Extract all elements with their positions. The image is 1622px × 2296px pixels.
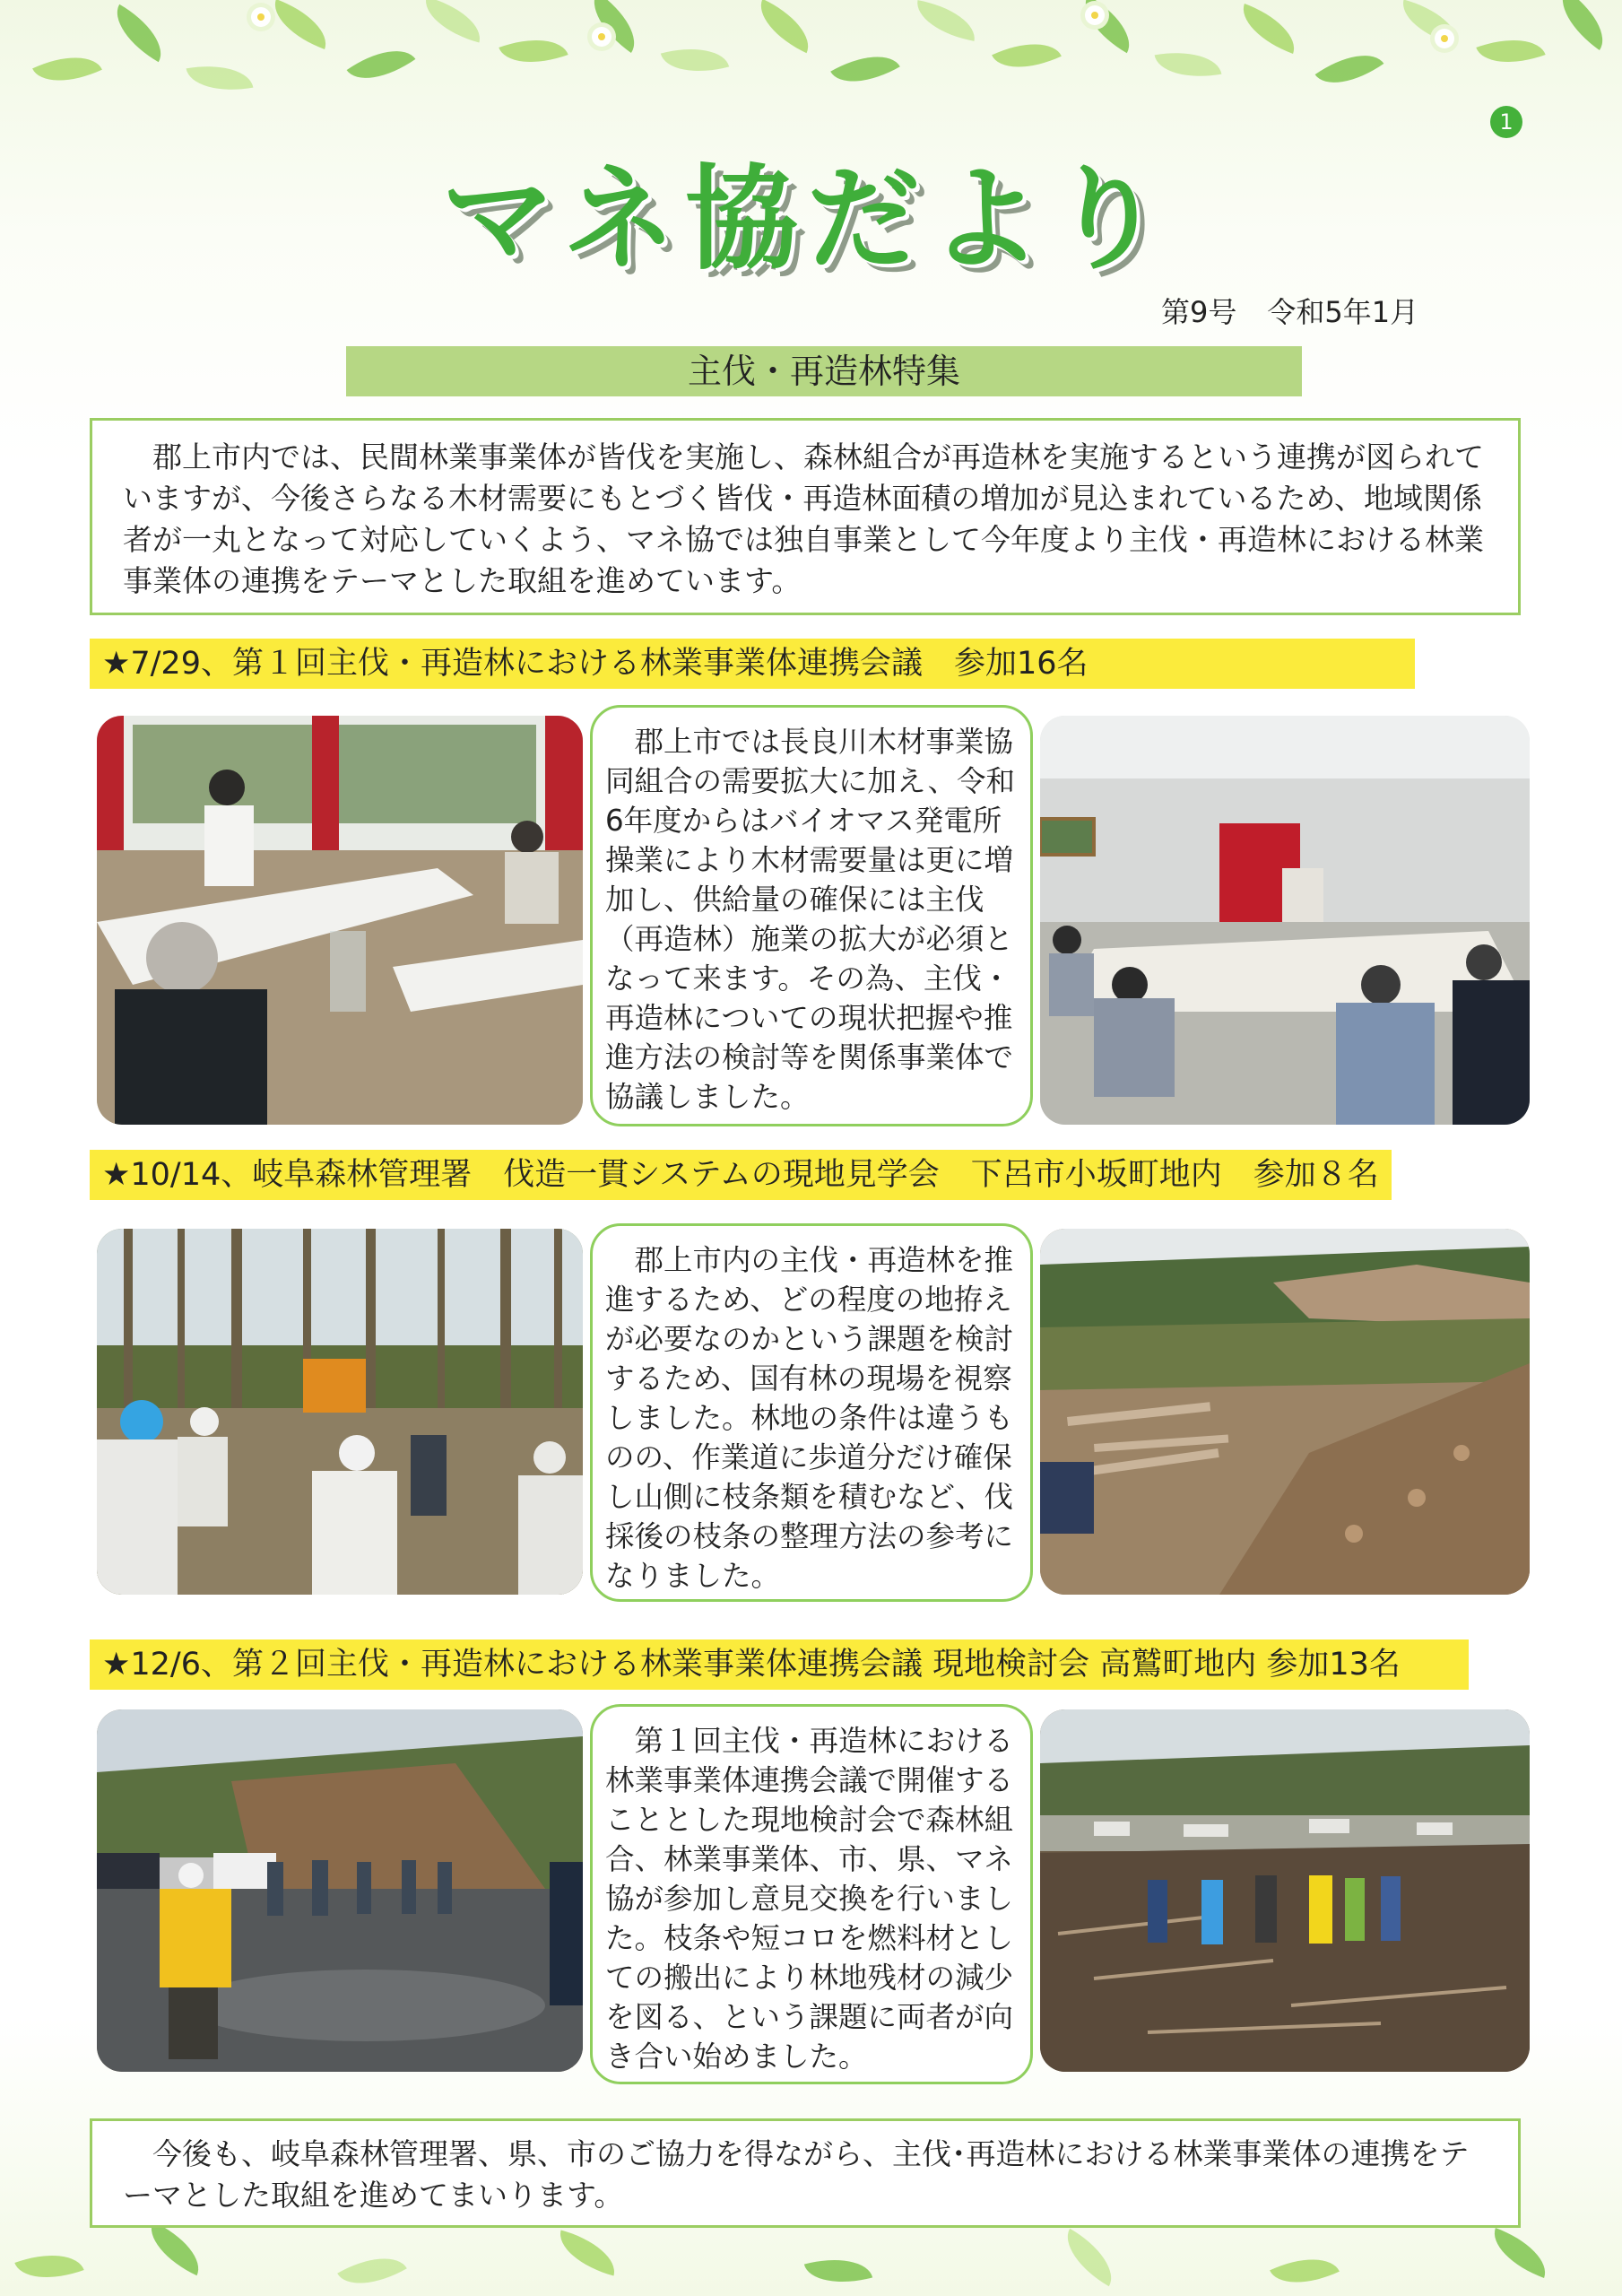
site-visit-photo-2 xyxy=(1040,1229,1530,1595)
event-1-description xyxy=(590,705,1033,1126)
issue-info xyxy=(1161,294,1418,330)
feature-heading: 主伐・再造林特集 xyxy=(346,346,1302,396)
field-meeting-photo-1 xyxy=(97,1709,583,2072)
intro-text: 郡上市内では、民間林業事業体が皆伐を実施し、森林組合が再造林を実施するという連携が図られていますが、今後さらなる木材需要にもとづく皆伐・再造林面積の増加が見込まれているため、地域関係者が一丸となって対応していくよう、マネ協では独自事業として今年度より主伐・再造林における林業事業体の連携をテーマとした取組を進めています。 xyxy=(123,439,1484,598)
event-1-heading: ★7/29、第１回主伐・再造林における林業事業体連携会議 参加16名 xyxy=(90,639,1415,689)
event-1-text: 郡上市では長良川木材事業協同組合の需要拡大に加え、令和6年度からはバイオマス発電所操業により木材需要量は更に増加し、供給量の確保には主伐（再造林）施業の拡大が必須となって来ます。その為、主伐・再造林についての現状把握や推進方法の検討等を関係事業体で協議しました。 xyxy=(605,725,1015,1114)
closing-box xyxy=(90,2118,1521,2228)
page-number-badge: 1 xyxy=(1490,106,1522,138)
event-3-heading: ★12/6、第２回主伐・再造林における林業事業体連携会議 現地検討会 高鷲町地内 参加13名 xyxy=(90,1639,1469,1690)
event-3-text: 第１回主伐・再造林における林業事業体連携会議で開催することとした現地検討会で森林組合、林業事業体、市、県、マネ協が参加し意見交換を行いました。枝条や短コロを燃料材としての搬出により林地残材の減少を図る、という課題に両者が向き合い始めました。 xyxy=(605,1724,1014,2074)
issue-number: 第9号 xyxy=(1161,295,1237,329)
issue-date: 令和5年1月 xyxy=(1267,295,1419,329)
event-3-description xyxy=(590,1704,1033,2084)
closing-text: 今後も、岐阜森林管理署、県、市のご協力を得ながら、主伐･再造林における林業事業体の連携をテーマとした取組を進めてまいります。 xyxy=(123,2136,1470,2213)
intro-box xyxy=(90,418,1521,615)
newsletter-title: マネ協だより xyxy=(441,153,1173,285)
meeting-photo-1 xyxy=(97,716,583,1125)
event-2-description xyxy=(590,1223,1033,1602)
event-2-text: 郡上市内の主伐・再造林を推進するため、どの程度の地拵えが必要なのかという課題を検討するため、国有林の現場を視察しました。林地の条件は違うものの、作業道に歩道分だけ確保し山側に枝条類を積むなど、伐採後の枝条の整理方法の参考になりました。 xyxy=(605,1243,1014,1593)
field-meeting-photo-2 xyxy=(1040,1709,1530,2072)
top-leaf-border xyxy=(0,0,1622,135)
site-visit-photo-1 xyxy=(97,1229,583,1595)
meeting-photo-2 xyxy=(1040,716,1530,1125)
event-2-heading: ★10/14、岐阜森林管理署 伐造一貫システムの現地見学会 下呂市小坂町地内 参加８名 xyxy=(90,1150,1392,1200)
